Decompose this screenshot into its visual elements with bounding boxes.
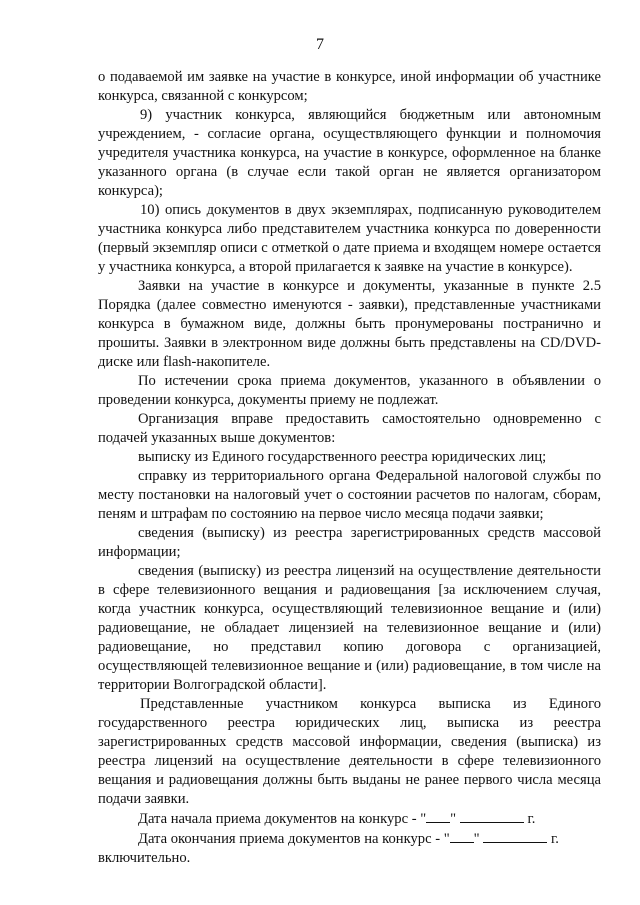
year-suffix: г. [527, 811, 536, 827]
paragraph: Организация вправе предоставить самостоятельно одновременно с подачей указанных выше документов: [98, 411, 601, 446]
end-date-tail: включительно. [98, 850, 191, 866]
month-blank [483, 829, 547, 843]
day-blank [450, 829, 474, 843]
day-blank [426, 809, 450, 823]
paragraph: о подаваемой им заявке на участие в конкурсе, иной информации об участнике конкурса, связанной с конкурсом; [98, 69, 601, 104]
paragraph: 9) участник конкурса, являющийся бюджетным или автономным учреждением, - согласие органа, осуществляющего функции и полномочия учредителя участника конкурса, на участие в конкурсе, оформленное на бланке указанного органа (в случае если такой орган не является организатором конкурса); [98, 107, 601, 199]
year-suffix: г. [550, 831, 559, 847]
end-date-line [98, 829, 601, 849]
paragraph: сведения (выписку) из реестра зарегистрированных средств массовой информации; [98, 525, 601, 560]
paragraph: сведения (выписку) из реестра лицензий на осуществление деятельности в сфере телевизионного вещания и радиовещания [за исключением случая, когда участник конкурса, осуществляющий телевизионное вещание и (или) радиовещание, не обладает лицензией на телевизионное вещание и (или) радиовещание, но представил копию договора с организацией, осуществляющей телевизионное вещание и (или) радиовещание, в том числе на территории Волгоградской области]. [98, 563, 601, 693]
page-number: 7 [316, 36, 324, 53]
month-blank [460, 809, 524, 823]
paragraph: Представленные участником конкурса выписка из Единого государственного реестра юридических лиц, выписка из реестра зарегистрированных средств массовой информации, сведения (выписка) из реестра лицензий на осуществление деятельности в сфере телевизионного вещания и радиовещания должны быть выданы не ранее первого числа месяца подачи заявки. [98, 696, 601, 807]
quote: " [473, 831, 480, 847]
paragraph: Заявки на участие в конкурсе и документы, указанные в пункте 2.5 Порядка (далее совместно именуются - заявки), представленные участниками конкурса в бумажном виде, должны быть пронумерованы постранично и прошиты. Заявки в электронном виде должны быть представлены на CD/DVD-диске или flash-накопителе. [98, 278, 601, 370]
document-body [98, 68, 601, 868]
paragraph: По истечении срока приема документов, указанного в объявлении о проведении конкурса, документы приему не подлежат. [98, 373, 601, 408]
start-date-line [98, 809, 601, 829]
start-date-label: Дата начала приема документов на конкурс - " [138, 811, 427, 827]
paragraph: выписку из Единого государственного реестра юридических лиц; [138, 449, 547, 465]
paragraph: справку из территориального органа Федеральной налоговой службы по месту постановки на налоговый учет о состоянии расчетов по налогам, сборам, пеням и штрафам по состоянию на первое число месяца подачи заявки; [98, 468, 601, 522]
quote: " [450, 811, 457, 827]
paragraph: 10) опись документов в двух экземплярах, подписанную руководителем участника конкурса либо представителем участника конкурса по доверенности (первый экземпляр описи с отметкой о дате приема и входящем номере остается у участника конкурса, а второй прилагается к заявке на участие в конкурсе). [98, 202, 601, 275]
end-date-label: Дата окончания приема документов на конкурс - " [138, 831, 450, 847]
